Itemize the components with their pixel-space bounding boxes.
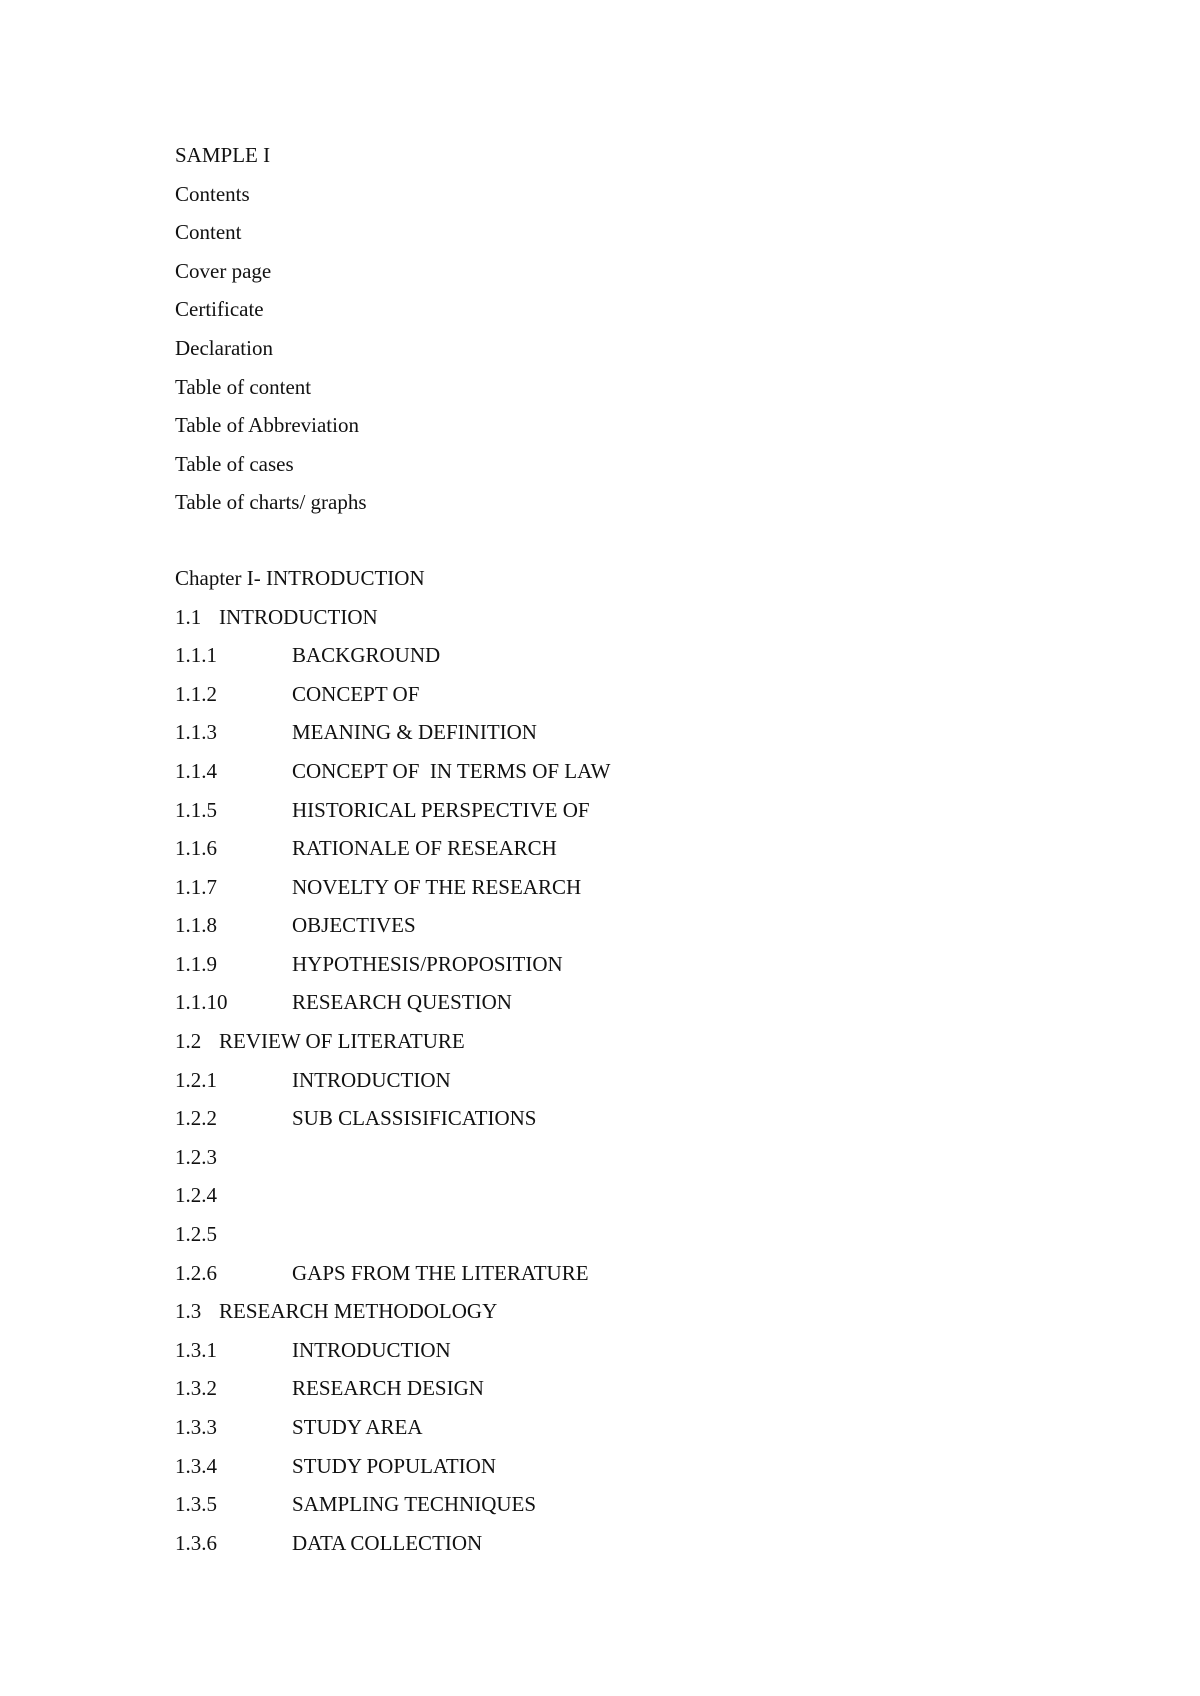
entry-title: NOVELTY OF THE RESEARCH xyxy=(292,874,582,899)
entry-title: RESEARCH QUESTION xyxy=(292,990,512,1015)
section-title: REVIEW OF LITERATURE xyxy=(219,1029,465,1054)
front-item-table-of-content: Table of content xyxy=(175,374,312,399)
toc-entry xyxy=(175,759,1075,798)
entry-number: 1.2.2 xyxy=(175,1106,217,1131)
entry-number: 1.3.3 xyxy=(175,1415,217,1439)
sample-heading: SAMPLE I xyxy=(175,143,271,167)
toc-entry xyxy=(175,990,1075,1029)
toc-entry xyxy=(175,875,1075,914)
entry-title: RESEARCH DESIGN xyxy=(292,1376,484,1401)
entry-number: 1.1.3 xyxy=(175,720,217,745)
entry-title: CONCEPT OF xyxy=(292,681,420,706)
front-item-certificate: Certificate xyxy=(175,297,264,322)
toc-entry xyxy=(175,1376,1075,1415)
toc-entry xyxy=(175,682,1075,721)
toc-entry xyxy=(175,1338,1075,1377)
entry-title: GAPS FROM THE LITERATURE xyxy=(292,1260,589,1285)
section-heading xyxy=(175,1299,1075,1338)
entry-number: 1.2.5 xyxy=(175,1222,217,1247)
section-number: 1.2 xyxy=(175,1029,202,1054)
section-title: INTRODUCTION xyxy=(219,604,378,629)
entry-number: 1.1.10 xyxy=(175,990,228,1015)
entry-title: CONCEPT OF IN TERMS OF LAW xyxy=(292,758,611,783)
toc-entry xyxy=(175,798,1075,837)
toc-entry xyxy=(175,1106,1075,1145)
section-heading xyxy=(175,1029,1075,1068)
toc-entry xyxy=(175,1415,1075,1454)
entry-title: DATA COLLECTION xyxy=(292,1530,483,1555)
entry-number: 1.2.4 xyxy=(175,1183,217,1208)
toc-entry xyxy=(175,1222,1075,1261)
entry-title: SUB CLASSISIFICATIONS xyxy=(292,1106,537,1131)
entry-number: 1.3.5 xyxy=(175,1492,217,1517)
entry-title: HYPOTHESIS/PROPOSITION xyxy=(292,951,563,976)
entry-title: STUDY AREA xyxy=(292,1415,423,1439)
entry-title: RATIONALE OF RESEARCH xyxy=(292,836,557,861)
chapter-title: Chapter I- INTRODUCTION xyxy=(175,565,425,590)
toc-entry xyxy=(175,1531,1075,1570)
entry-title: MEANING & DEFINITION xyxy=(292,720,537,745)
entry-number: 1.1.7 xyxy=(175,874,217,899)
toc-entry xyxy=(175,952,1075,991)
entry-number: 1.2.3 xyxy=(175,1144,217,1169)
toc-entry xyxy=(175,643,1075,682)
front-item-table-of-charts: Table of charts/ graphs xyxy=(175,490,367,515)
entry-title: BACKGROUND xyxy=(292,643,441,668)
entry-number: 1.1.8 xyxy=(175,913,217,938)
entry-number: 1.1.5 xyxy=(175,797,217,822)
toc-entry xyxy=(175,1261,1075,1300)
toc-entry xyxy=(175,720,1075,759)
toc-entry xyxy=(175,836,1075,875)
toc-entry xyxy=(175,1492,1075,1531)
toc-entry xyxy=(175,1145,1075,1184)
entry-number: 1.2.1 xyxy=(175,1067,217,1092)
front-item-table-of-cases: Table of cases xyxy=(175,451,294,476)
entry-number: 1.1.6 xyxy=(175,836,217,861)
entry-number: 1.3.1 xyxy=(175,1337,217,1362)
toc-entry xyxy=(175,1454,1075,1493)
entry-number: 1.1.4 xyxy=(175,758,217,783)
toc-entry xyxy=(175,1068,1075,1107)
entry-number: 1.2.6 xyxy=(175,1260,217,1285)
section-number: 1.1 xyxy=(175,604,202,629)
front-item-declaration: Declaration xyxy=(175,335,273,360)
section-number: 1.3 xyxy=(175,1299,202,1324)
front-item-content: Content xyxy=(175,220,242,245)
front-item-contents: Contents xyxy=(175,181,250,206)
entry-title: SAMPLING TECHNIQUES xyxy=(292,1492,537,1517)
entry-number: 1.3.6 xyxy=(175,1530,217,1555)
front-item-cover-page: Cover page xyxy=(175,258,272,283)
entry-number: 1.1.2 xyxy=(175,681,217,706)
table-of-contents xyxy=(175,143,1075,1569)
toc-entry xyxy=(175,913,1075,952)
entry-title: INTRODUCTION xyxy=(292,1337,451,1362)
toc-entry xyxy=(175,1183,1075,1222)
entry-title: HISTORICAL PERSPECTIVE OF xyxy=(292,797,590,822)
entry-title: STUDY POPULATION xyxy=(292,1453,496,1478)
section-heading xyxy=(175,605,1075,644)
section-title: RESEARCH METHODOLOGY xyxy=(219,1299,498,1324)
entry-number: 1.3.4 xyxy=(175,1453,217,1478)
entry-number: 1.1.1 xyxy=(175,643,217,668)
entry-number: 1.3.2 xyxy=(175,1376,217,1401)
entry-number: 1.1.9 xyxy=(175,951,217,976)
blank-line xyxy=(175,529,1075,566)
entry-title: OBJECTIVES xyxy=(292,913,416,938)
front-item-table-of-abbreviation: Table of Abbreviation xyxy=(175,413,359,438)
entry-title: INTRODUCTION xyxy=(292,1067,451,1092)
